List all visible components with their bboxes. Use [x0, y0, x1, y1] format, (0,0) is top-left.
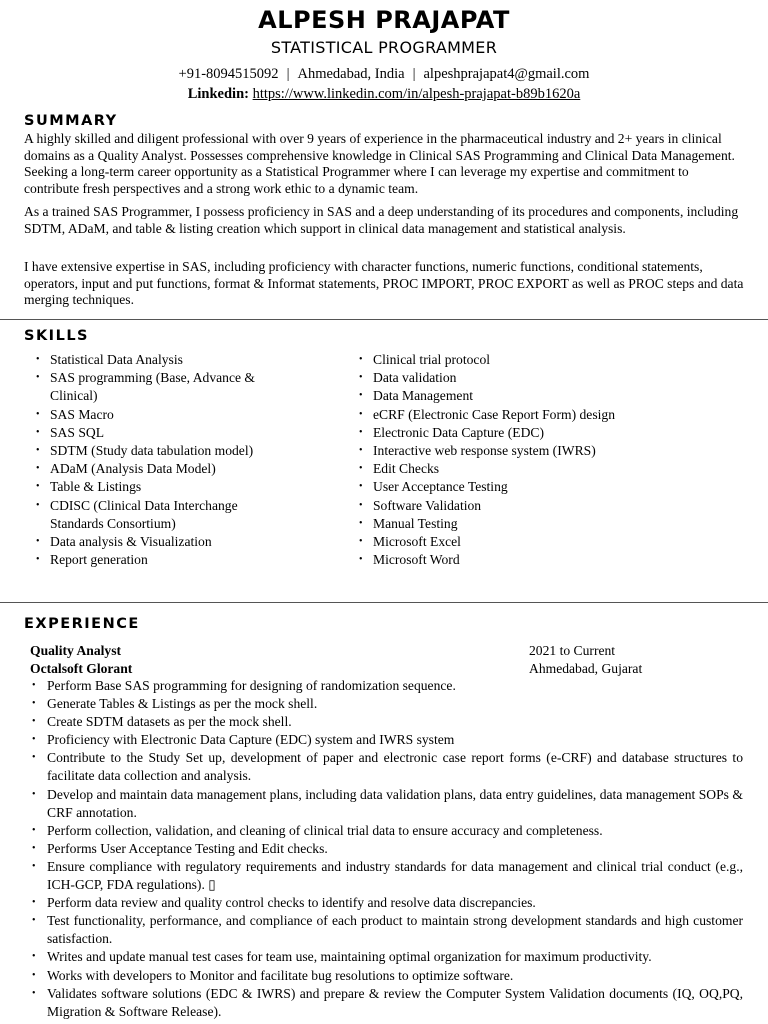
- email-address[interactable]: alpeshprajapat4@gmail.com: [423, 66, 590, 82]
- skill-item: • SDTM (Study data tabulation model): [36, 442, 286, 460]
- duty-item: • Create SDTM datasets as per the mock shell.: [30, 713, 743, 731]
- skill-item: • Statistical Data Analysis: [36, 351, 286, 369]
- summary-paragraph-3: I have extensive expertise in SAS, including proficiency with character functions, numeric functions, conditional statements, operators, input and put functions, format & Informat statements, PROC IMPORT, PROC EXPORT as well as PROC steps and data merging techniques.: [24, 259, 744, 307]
- duty-item: • Perform data review and quality control checks to identify and resolve data discrepancies.: [30, 894, 743, 912]
- skill-item: • User Acceptance Testing: [359, 478, 639, 496]
- candidate-name: ALPESH PRAJAPAT: [258, 6, 510, 34]
- linkedin-link[interactable]: https://www.linkedin.com/in/alpesh-prajapat-b89b1620a: [252, 86, 581, 102]
- skill-item: • Table & Listings: [36, 478, 286, 496]
- duty-item: • Perform Base SAS programming for designing of randomization sequence.: [30, 677, 743, 695]
- location-text: Ahmedabad, India: [297, 66, 405, 82]
- skill-item: • eCRF (Electronic Case Report Form) design: [359, 406, 639, 424]
- skill-item: • Software Validation: [359, 497, 639, 515]
- linkedin-label: Linkedin:: [187, 86, 249, 102]
- skill-item: • CDISC (Clinical Data Interchange Standards Consortium): [36, 497, 286, 533]
- duty-item: • Validates software solutions (EDC & IWRS) and prepare & review the Computer System Validation documents (IQ, OQ,PQ, Migration & Software Release).: [30, 985, 743, 1021]
- skill-item: • Interactive web response system (IWRS): [359, 442, 639, 460]
- skill-item: • ADaM (Analysis Data Model): [36, 460, 286, 478]
- phone-number: +91-8094515092: [178, 66, 279, 82]
- experience-heading: EXPERIENCE: [24, 616, 140, 632]
- candidate-role: STATISTICAL PROGRAMMER: [270, 38, 498, 57]
- duty-item: • Develop and maintain data management plans, including data validation plans, data entry guidelines, data management SOPs & CRF annotation.: [30, 786, 743, 822]
- skill-item: • Edit Checks: [359, 460, 639, 478]
- skill-item: • Data analysis & Visualization: [36, 533, 286, 551]
- summary-paragraph-2: As a trained SAS Programmer, I possess proficiency in SAS and a deep understanding of its procedures and components, including SDTM, ADaM, and table & listing creation which support in clinical data management and statistical analysis.: [24, 204, 739, 236]
- skill-item: • Microsoft Word: [359, 551, 639, 569]
- duty-item: • Contribute to the Study Set up, development of paper and electronic case report forms (e-CRF) and database structures to facilitate data collection and analysis.: [30, 749, 743, 785]
- duty-item: • Performs User Acceptance Testing and Edit checks.: [30, 840, 743, 858]
- duty-item: • Ensure compliance with regulatory requirements and industry standards for data management and clinical trial conduct (e.g., ICH-GCP, FDA regulations). ▯: [30, 858, 743, 894]
- skill-item: • Report generation: [36, 551, 286, 569]
- duty-item: • Generate Tables & Listings as per the mock shell.: [30, 695, 743, 713]
- skill-item: • Data Management: [359, 387, 639, 405]
- section-divider: [0, 319, 768, 320]
- contact-separator: |: [286, 66, 290, 82]
- duty-item: • Writes and update manual test cases for team use, maintaining optimal organization for maximum productivity.: [30, 948, 743, 966]
- skill-item: • Manual Testing: [359, 515, 639, 533]
- linkedin-line: [0, 86, 768, 103]
- duty-item: • Proficiency with Electronic Data Capture (EDC) system and IWRS system: [30, 731, 743, 749]
- skills-list-left: [36, 351, 286, 569]
- duty-item: • Perform collection, validation, and cleaning of clinical trial data to ensure accuracy and completeness.: [30, 822, 743, 840]
- skill-item: • Electronic Data Capture (EDC): [359, 424, 639, 442]
- job-duties-list: [30, 677, 743, 1021]
- contact-separator: |: [412, 66, 416, 82]
- summary-heading: SUMMARY: [24, 113, 118, 129]
- contact-line: [0, 66, 768, 83]
- job-dates: 2021 to Current: [529, 643, 616, 658]
- job-company: Octalsoft Glorant: [30, 661, 133, 676]
- skill-item: • SAS programming (Base, Advance & Clinical): [36, 369, 286, 405]
- summary-paragraph-1: A highly skilled and diligent professional with over 9 years of experience in the pharmaceutical industry and 2+ years in clinical domains as a Quality Analyst. Possesses comprehensive knowledge in Clinical SAS Programming and Clinical Data Management. Seeking a long-term career opportunity as a Statistical Programmer where I can leverage my expertise and commitment to contribute fresh perspectives and a strong work ethic to a dynamic team.: [24, 131, 735, 196]
- job-title: Quality Analyst: [30, 643, 122, 658]
- duty-item: • Test functionality, performance, and compliance of each product to maintain strong development standards and high customer satisfaction.: [30, 912, 743, 948]
- skill-item: • Data validation: [359, 369, 639, 387]
- section-divider: [0, 602, 768, 603]
- skill-item: • SAS SQL: [36, 424, 286, 442]
- duty-item: • Works with developers to Monitor and facilitate bug resolutions to optimize software.: [30, 967, 743, 985]
- skill-item: • Clinical trial protocol: [359, 351, 639, 369]
- job-location: Ahmedabad, Gujarat: [529, 661, 643, 676]
- skills-heading: SKILLS: [24, 328, 89, 344]
- skills-list-right: [359, 351, 639, 569]
- skill-item: • SAS Macro: [36, 406, 286, 424]
- skill-item: • Microsoft Excel: [359, 533, 639, 551]
